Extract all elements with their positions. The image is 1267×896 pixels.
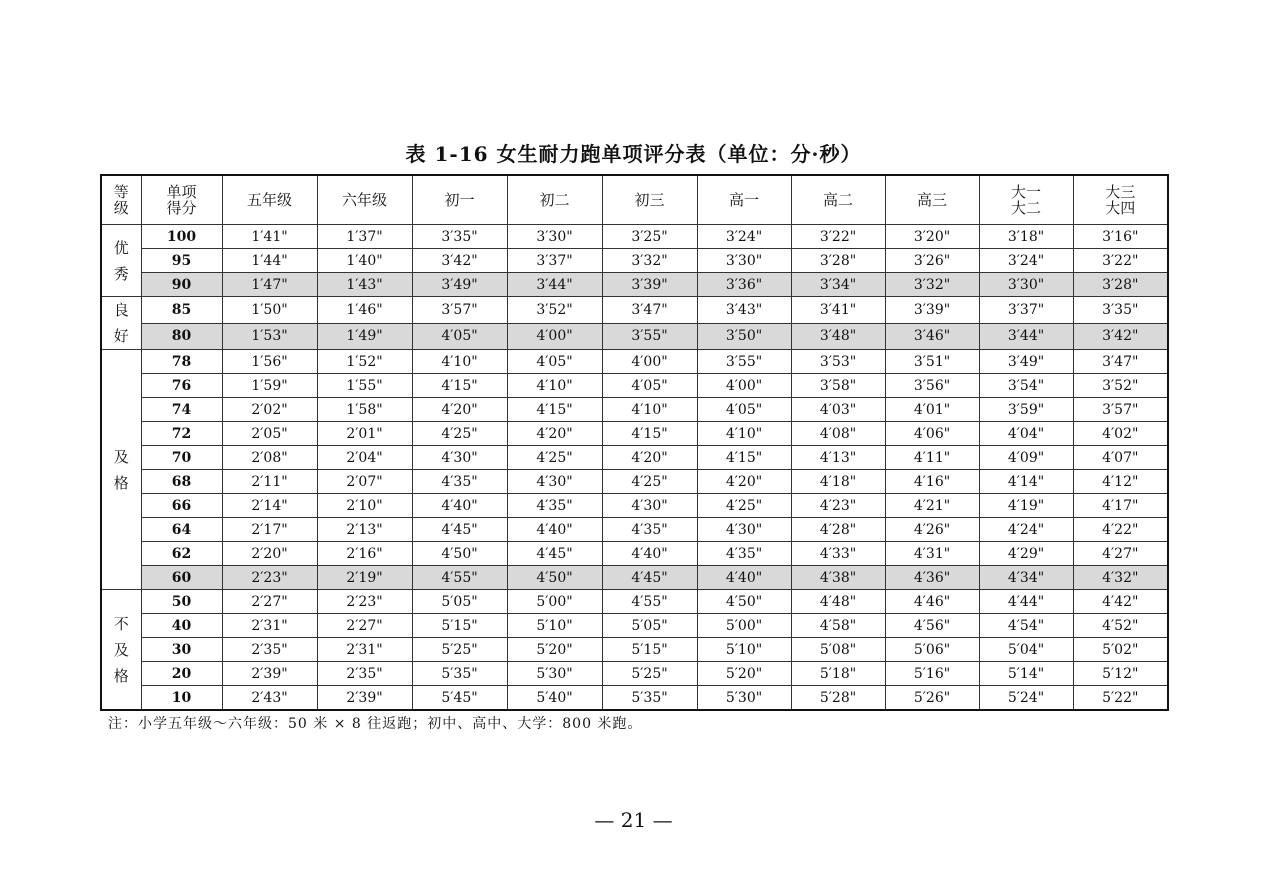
column-header-line: 大二 bbox=[1010, 199, 1041, 217]
time-cell: 4′17" bbox=[1073, 494, 1168, 518]
time-cell: 3′41" bbox=[791, 297, 885, 324]
time-cell: 5′10" bbox=[507, 614, 602, 638]
table-row bbox=[101, 273, 1168, 297]
time-cell: 5′30" bbox=[697, 686, 791, 711]
time-cell: 5′40" bbox=[507, 686, 602, 711]
time-cell: 4′07" bbox=[1073, 446, 1168, 470]
score-cell: 64 bbox=[141, 518, 222, 542]
time-cell: 4′08" bbox=[791, 422, 885, 446]
table-row bbox=[101, 374, 1168, 398]
footnote: 注：小学五年级～六年级：50 米 × 8 往返跑；初中、高中、大学：800 米跑。 bbox=[108, 716, 643, 732]
score-table bbox=[100, 174, 1169, 711]
time-cell: 4′42" bbox=[1073, 590, 1168, 614]
time-cell: 3′25" bbox=[602, 225, 697, 249]
time-cell: 4′30" bbox=[507, 470, 602, 494]
time-cell: 3′39" bbox=[602, 273, 697, 297]
time-cell: 3′36" bbox=[697, 273, 791, 297]
score-cell: 10 bbox=[141, 686, 222, 711]
time-cell: 3′34" bbox=[791, 273, 885, 297]
time-cell: 2′31" bbox=[222, 614, 317, 638]
time-cell: 2′04" bbox=[317, 446, 412, 470]
time-cell: 3′30" bbox=[697, 249, 791, 273]
time-cell: 3′42" bbox=[412, 249, 507, 273]
time-cell: 5′30" bbox=[507, 662, 602, 686]
time-cell: 2′11" bbox=[222, 470, 317, 494]
time-cell: 3′24" bbox=[979, 249, 1073, 273]
table-row bbox=[101, 566, 1168, 590]
score-cell: 80 bbox=[141, 323, 222, 350]
time-cell: 4′29" bbox=[979, 542, 1073, 566]
time-cell: 4′25" bbox=[697, 494, 791, 518]
time-cell: 4′05" bbox=[507, 350, 602, 374]
time-cell: 3′32" bbox=[885, 273, 979, 297]
column-header-line: 大一 bbox=[1010, 183, 1041, 201]
grade-label-char: 优 bbox=[113, 238, 129, 257]
time-cell: 4′26" bbox=[885, 518, 979, 542]
time-cell: 4′54" bbox=[979, 614, 1073, 638]
time-cell: 3′47" bbox=[602, 297, 697, 324]
grade-cell bbox=[101, 225, 141, 297]
time-cell: 4′25" bbox=[507, 446, 602, 470]
time-cell: 3′47" bbox=[1073, 350, 1168, 374]
time-cell: 2′39" bbox=[222, 662, 317, 686]
time-cell: 5′10" bbox=[697, 638, 791, 662]
time-cell: 3′56" bbox=[885, 374, 979, 398]
time-cell: 3′52" bbox=[1073, 374, 1168, 398]
score-cell: 90 bbox=[141, 273, 222, 297]
time-cell: 1′47" bbox=[222, 273, 317, 297]
time-cell: 5′20" bbox=[507, 638, 602, 662]
column-header bbox=[1073, 175, 1168, 225]
table-row bbox=[101, 297, 1168, 324]
column-header-line: 大三 bbox=[1105, 183, 1136, 201]
page-number: — 21 — bbox=[594, 808, 673, 832]
grade-cell bbox=[101, 350, 141, 590]
time-cell: 4′50" bbox=[507, 566, 602, 590]
time-cell: 4′35" bbox=[697, 542, 791, 566]
time-cell: 2′02" bbox=[222, 398, 317, 422]
time-cell: 2′31" bbox=[317, 638, 412, 662]
time-cell: 3′46" bbox=[885, 323, 979, 350]
time-cell: 1′58" bbox=[317, 398, 412, 422]
column-header bbox=[507, 175, 602, 225]
column-header-line: 五年级 bbox=[246, 191, 292, 209]
time-cell: 4′35" bbox=[507, 494, 602, 518]
time-cell: 1′49" bbox=[317, 323, 412, 350]
time-cell: 5′14" bbox=[979, 662, 1073, 686]
time-cell: 4′52" bbox=[1073, 614, 1168, 638]
column-header bbox=[317, 175, 412, 225]
time-cell: 3′35" bbox=[1073, 297, 1168, 324]
time-cell: 1′50" bbox=[222, 297, 317, 324]
time-cell: 4′22" bbox=[1073, 518, 1168, 542]
time-cell: 5′45" bbox=[412, 686, 507, 711]
time-cell: 4′30" bbox=[412, 446, 507, 470]
time-cell: 5′12" bbox=[1073, 662, 1168, 686]
time-cell: 1′59" bbox=[222, 374, 317, 398]
table-row bbox=[101, 590, 1168, 614]
time-cell: 4′00" bbox=[507, 323, 602, 350]
time-cell: 5′16" bbox=[885, 662, 979, 686]
time-cell: 1′53" bbox=[222, 323, 317, 350]
column-header-line: 级 bbox=[113, 199, 129, 217]
time-cell: 4′35" bbox=[602, 518, 697, 542]
time-cell: 3′57" bbox=[1073, 398, 1168, 422]
time-cell: 4′40" bbox=[412, 494, 507, 518]
time-cell: 3′16" bbox=[1073, 225, 1168, 249]
time-cell: 2′13" bbox=[317, 518, 412, 542]
time-cell: 4′25" bbox=[602, 470, 697, 494]
time-cell: 3′30" bbox=[507, 225, 602, 249]
time-cell: 2′27" bbox=[317, 614, 412, 638]
time-cell: 4′20" bbox=[412, 398, 507, 422]
time-cell: 4′20" bbox=[507, 422, 602, 446]
time-cell: 5′28" bbox=[791, 686, 885, 711]
time-cell: 2′14" bbox=[222, 494, 317, 518]
grade-label-char: 良 bbox=[113, 301, 129, 319]
time-cell: 4′15" bbox=[412, 374, 507, 398]
time-cell: 3′22" bbox=[791, 225, 885, 249]
grade-label-char: 好 bbox=[113, 327, 129, 345]
table-row bbox=[101, 614, 1168, 638]
time-cell: 3′28" bbox=[1073, 273, 1168, 297]
time-cell: 3′54" bbox=[979, 374, 1073, 398]
column-header bbox=[697, 175, 791, 225]
table-row bbox=[101, 225, 1168, 249]
time-cell: 4′40" bbox=[507, 518, 602, 542]
time-cell: 3′53" bbox=[791, 350, 885, 374]
time-cell: 3′52" bbox=[507, 297, 602, 324]
column-header-line: 高一 bbox=[728, 191, 759, 209]
time-cell: 2′08" bbox=[222, 446, 317, 470]
time-cell: 2′35" bbox=[317, 662, 412, 686]
time-cell: 4′21" bbox=[885, 494, 979, 518]
time-cell: 4′10" bbox=[412, 350, 507, 374]
time-cell: 3′48" bbox=[791, 323, 885, 350]
time-cell: 1′44" bbox=[222, 249, 317, 273]
table-row bbox=[101, 422, 1168, 446]
column-header bbox=[412, 175, 507, 225]
table-body bbox=[101, 225, 1168, 711]
grade-label-char: 不 bbox=[113, 614, 129, 633]
score-cell: 40 bbox=[141, 614, 222, 638]
score-cell: 50 bbox=[141, 590, 222, 614]
time-cell: 3′35" bbox=[412, 225, 507, 249]
time-cell: 4′06" bbox=[885, 422, 979, 446]
time-cell: 4′25" bbox=[412, 422, 507, 446]
grade-cell bbox=[101, 590, 141, 711]
time-cell: 3′24" bbox=[697, 225, 791, 249]
time-cell: 5′15" bbox=[602, 638, 697, 662]
column-header-line: 高三 bbox=[916, 191, 947, 209]
score-cell: 74 bbox=[141, 398, 222, 422]
time-cell: 4′28" bbox=[791, 518, 885, 542]
column-header-line: 等 bbox=[113, 183, 129, 201]
time-cell: 4′36" bbox=[885, 566, 979, 590]
time-cell: 4′56" bbox=[885, 614, 979, 638]
time-cell: 5′20" bbox=[697, 662, 791, 686]
time-cell: 3′39" bbox=[885, 297, 979, 324]
time-cell: 5′08" bbox=[791, 638, 885, 662]
column-header-line: 高二 bbox=[822, 191, 853, 209]
time-cell: 4′12" bbox=[1073, 470, 1168, 494]
time-cell: 1′56" bbox=[222, 350, 317, 374]
time-cell: 5′24" bbox=[979, 686, 1073, 711]
column-header-line: 六年级 bbox=[341, 191, 387, 209]
column-header bbox=[979, 175, 1073, 225]
time-cell: 3′55" bbox=[697, 350, 791, 374]
time-cell: 5′18" bbox=[791, 662, 885, 686]
time-cell: 3′44" bbox=[979, 323, 1073, 350]
grade-label-char: 及 bbox=[113, 640, 129, 659]
time-cell: 4′13" bbox=[791, 446, 885, 470]
time-cell: 5′00" bbox=[697, 614, 791, 638]
table-row bbox=[101, 446, 1168, 470]
time-cell: 1′46" bbox=[317, 297, 412, 324]
time-cell: 3′30" bbox=[979, 273, 1073, 297]
time-cell: 5′05" bbox=[412, 590, 507, 614]
time-cell: 2′17" bbox=[222, 518, 317, 542]
score-cell: 66 bbox=[141, 494, 222, 518]
time-cell: 4′05" bbox=[412, 323, 507, 350]
time-cell: 5′05" bbox=[602, 614, 697, 638]
time-cell: 5′25" bbox=[412, 638, 507, 662]
time-cell: 3′50" bbox=[697, 323, 791, 350]
time-cell: 4′09" bbox=[979, 446, 1073, 470]
time-cell: 2′19" bbox=[317, 566, 412, 590]
time-cell: 3′28" bbox=[791, 249, 885, 273]
column-header-line: 初一 bbox=[444, 191, 475, 209]
table-row bbox=[101, 662, 1168, 686]
time-cell: 4′05" bbox=[697, 398, 791, 422]
time-cell: 4′46" bbox=[885, 590, 979, 614]
table-row bbox=[101, 542, 1168, 566]
score-cell: 95 bbox=[141, 249, 222, 273]
time-cell: 3′32" bbox=[602, 249, 697, 273]
time-cell: 4′33" bbox=[791, 542, 885, 566]
time-cell: 4′55" bbox=[412, 566, 507, 590]
time-cell: 4′05" bbox=[602, 374, 697, 398]
time-cell: 4′16" bbox=[885, 470, 979, 494]
time-cell: 3′49" bbox=[979, 350, 1073, 374]
grade-label-char: 及 bbox=[113, 447, 129, 466]
grade-label-char: 格 bbox=[113, 666, 129, 685]
time-cell: 5′04" bbox=[979, 638, 1073, 662]
time-cell: 2′23" bbox=[317, 590, 412, 614]
column-header-line: 得分 bbox=[166, 199, 197, 217]
score-cell: 76 bbox=[141, 374, 222, 398]
column-header-line: 单项 bbox=[166, 183, 197, 201]
time-cell: 4′40" bbox=[697, 566, 791, 590]
time-cell: 4′15" bbox=[697, 446, 791, 470]
time-cell: 1′40" bbox=[317, 249, 412, 273]
time-cell: 5′02" bbox=[1073, 638, 1168, 662]
time-cell: 1′37" bbox=[317, 225, 412, 249]
time-cell: 4′04" bbox=[979, 422, 1073, 446]
time-cell: 2′20" bbox=[222, 542, 317, 566]
time-cell: 4′45" bbox=[412, 518, 507, 542]
time-cell: 4′10" bbox=[697, 422, 791, 446]
time-cell: 4′15" bbox=[507, 398, 602, 422]
table-row bbox=[101, 398, 1168, 422]
column-header bbox=[602, 175, 697, 225]
time-cell: 3′22" bbox=[1073, 249, 1168, 273]
time-cell: 1′43" bbox=[317, 273, 412, 297]
time-cell: 3′37" bbox=[507, 249, 602, 273]
time-cell: 4′30" bbox=[602, 494, 697, 518]
time-cell: 4′48" bbox=[791, 590, 885, 614]
time-cell: 4′45" bbox=[507, 542, 602, 566]
time-cell: 4′44" bbox=[979, 590, 1073, 614]
table-row bbox=[101, 518, 1168, 542]
time-cell: 4′50" bbox=[412, 542, 507, 566]
time-cell: 4′20" bbox=[602, 446, 697, 470]
time-cell: 5′26" bbox=[885, 686, 979, 711]
time-cell: 3′37" bbox=[979, 297, 1073, 324]
table-row bbox=[101, 323, 1168, 350]
time-cell: 4′58" bbox=[791, 614, 885, 638]
column-header-line: 大四 bbox=[1105, 199, 1136, 217]
score-cell: 72 bbox=[141, 422, 222, 446]
time-cell: 4′10" bbox=[602, 398, 697, 422]
grade-cell bbox=[101, 297, 141, 350]
time-cell: 2′07" bbox=[317, 470, 412, 494]
table-title: 表 1-16 女生耐力跑单项评分表（单位：分·秒） bbox=[405, 142, 862, 166]
column-header bbox=[141, 175, 222, 225]
table-row bbox=[101, 350, 1168, 374]
time-cell: 4′31" bbox=[885, 542, 979, 566]
time-cell: 1′41" bbox=[222, 225, 317, 249]
time-cell: 4′50" bbox=[697, 590, 791, 614]
time-cell: 3′43" bbox=[697, 297, 791, 324]
time-cell: 4′20" bbox=[697, 470, 791, 494]
time-cell: 4′18" bbox=[791, 470, 885, 494]
time-cell: 3′26" bbox=[885, 249, 979, 273]
time-cell: 2′16" bbox=[317, 542, 412, 566]
time-cell: 4′15" bbox=[602, 422, 697, 446]
time-cell: 2′43" bbox=[222, 686, 317, 711]
score-cell: 85 bbox=[141, 297, 222, 324]
time-cell: 5′22" bbox=[1073, 686, 1168, 711]
table-row bbox=[101, 470, 1168, 494]
column-header bbox=[222, 175, 317, 225]
time-cell: 1′55" bbox=[317, 374, 412, 398]
time-cell: 5′25" bbox=[602, 662, 697, 686]
time-cell: 3′42" bbox=[1073, 323, 1168, 350]
score-cell: 20 bbox=[141, 662, 222, 686]
score-cell: 100 bbox=[141, 225, 222, 249]
time-cell: 3′59" bbox=[979, 398, 1073, 422]
score-cell: 62 bbox=[141, 542, 222, 566]
time-cell: 2′39" bbox=[317, 686, 412, 711]
time-cell: 2′27" bbox=[222, 590, 317, 614]
time-cell: 3′44" bbox=[507, 273, 602, 297]
time-cell: 5′06" bbox=[885, 638, 979, 662]
time-cell: 5′35" bbox=[602, 686, 697, 711]
time-cell: 4′27" bbox=[1073, 542, 1168, 566]
time-cell: 3′18" bbox=[979, 225, 1073, 249]
time-cell: 4′30" bbox=[697, 518, 791, 542]
time-cell: 3′49" bbox=[412, 273, 507, 297]
time-cell: 2′35" bbox=[222, 638, 317, 662]
time-cell: 5′35" bbox=[412, 662, 507, 686]
time-cell: 4′23" bbox=[791, 494, 885, 518]
time-cell: 4′55" bbox=[602, 590, 697, 614]
score-cell: 78 bbox=[141, 350, 222, 374]
time-cell: 4′11" bbox=[885, 446, 979, 470]
column-header bbox=[101, 175, 141, 225]
time-cell: 4′34" bbox=[979, 566, 1073, 590]
time-cell: 5′15" bbox=[412, 614, 507, 638]
time-cell: 2′10" bbox=[317, 494, 412, 518]
table-row bbox=[101, 686, 1168, 711]
score-cell: 30 bbox=[141, 638, 222, 662]
time-cell: 4′45" bbox=[602, 566, 697, 590]
time-cell: 5′00" bbox=[507, 590, 602, 614]
time-cell: 4′00" bbox=[602, 350, 697, 374]
time-cell: 4′35" bbox=[412, 470, 507, 494]
grade-label-char: 秀 bbox=[113, 264, 129, 283]
score-cell: 60 bbox=[141, 566, 222, 590]
time-cell: 3′51" bbox=[885, 350, 979, 374]
table-row bbox=[101, 249, 1168, 273]
time-cell: 4′10" bbox=[507, 374, 602, 398]
time-cell: 3′55" bbox=[602, 323, 697, 350]
table-row bbox=[101, 638, 1168, 662]
time-cell: 4′40" bbox=[602, 542, 697, 566]
time-cell: 4′03" bbox=[791, 398, 885, 422]
grade-label-char: 格 bbox=[113, 473, 129, 492]
time-cell: 4′32" bbox=[1073, 566, 1168, 590]
time-cell: 2′05" bbox=[222, 422, 317, 446]
time-cell: 4′24" bbox=[979, 518, 1073, 542]
time-cell: 4′14" bbox=[979, 470, 1073, 494]
time-cell: 2′23" bbox=[222, 566, 317, 590]
time-cell: 4′00" bbox=[697, 374, 791, 398]
column-header-line: 初二 bbox=[539, 191, 570, 209]
time-cell: 3′20" bbox=[885, 225, 979, 249]
time-cell: 4′02" bbox=[1073, 422, 1168, 446]
header-row bbox=[101, 175, 1168, 225]
time-cell: 4′38" bbox=[791, 566, 885, 590]
time-cell: 4′19" bbox=[979, 494, 1073, 518]
time-cell: 3′57" bbox=[412, 297, 507, 324]
score-cell: 68 bbox=[141, 470, 222, 494]
column-header bbox=[791, 175, 885, 225]
score-cell: 70 bbox=[141, 446, 222, 470]
column-header-line: 初三 bbox=[634, 191, 665, 209]
table-row bbox=[101, 494, 1168, 518]
time-cell: 4′01" bbox=[885, 398, 979, 422]
time-cell: 3′58" bbox=[791, 374, 885, 398]
time-cell: 2′01" bbox=[317, 422, 412, 446]
time-cell: 1′52" bbox=[317, 350, 412, 374]
column-header bbox=[885, 175, 979, 225]
